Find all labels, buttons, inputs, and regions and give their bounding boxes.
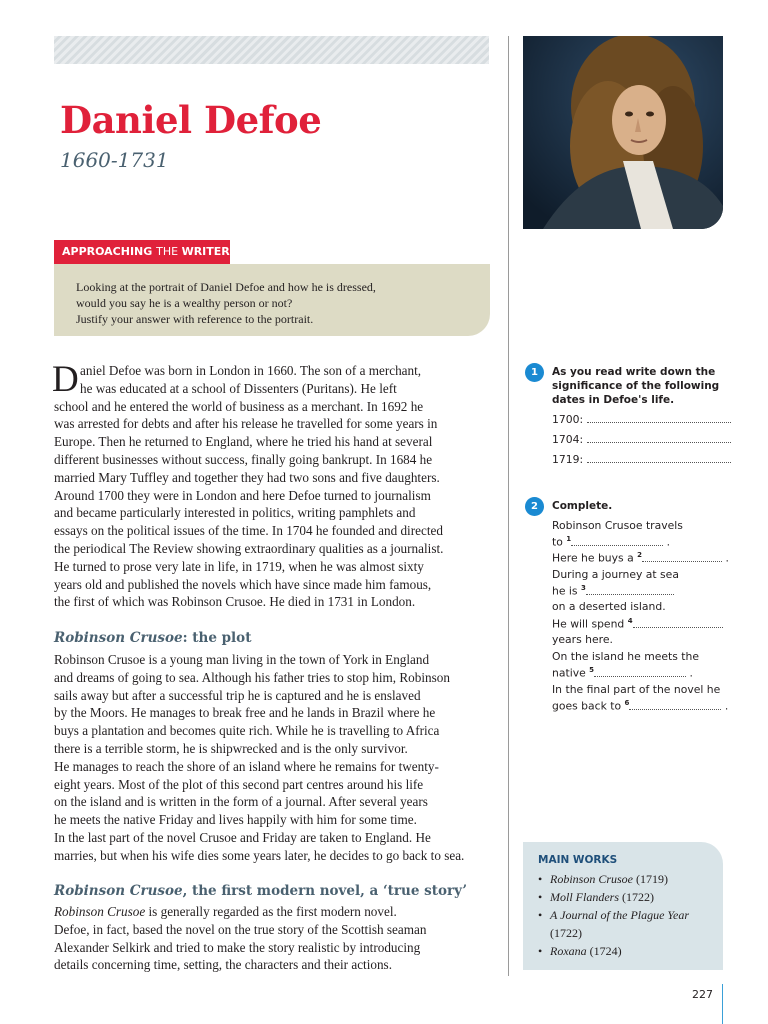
text-line: and dreams of going to sea. Although his father tries to stop him, Robinson <box>54 669 450 685</box>
complete-blank-2[interactable]: Here he buys a $^2$ . <box>552 551 729 565</box>
complete-blank-1[interactable]: to $^1$ . <box>552 535 671 549</box>
page-number: 227 <box>692 988 713 1001</box>
work-item: • A Journal of the Plague Year <box>538 908 689 922</box>
complete-line: on a deserted island. <box>552 600 666 613</box>
activity-question: As you read write down the significance of the following dates in Defoe's life. <box>552 366 720 406</box>
text-line: Robinson Crusoe is a young man living in the town of York in England <box>54 652 430 667</box>
text-line: the periodical The Review showing extraordinary qualities as a journalist. <box>54 540 444 556</box>
activity-number-badge: 2 <box>525 497 544 516</box>
portrait-illustration <box>523 36 723 229</box>
text-line: was arrested for debts and after his release he travelled for some years in <box>54 416 438 432</box>
text-line: and became particularly interested in politics, writing pamphlets and <box>54 505 416 521</box>
work-item: • Moll Flanders (1722) <box>538 890 654 904</box>
complete-line: Robinson Crusoe travels <box>552 519 683 532</box>
text-line: He turned to prose very late in life, in 1719, when he was almost sixty <box>54 558 424 574</box>
complete-blank-5[interactable]: native $^5$ . <box>552 666 693 680</box>
text-line: Robinson Crusoe is generally regarded as the first modern novel. <box>54 904 397 919</box>
text-line: married Mary Tuffley and together they had two sons and five daughters. <box>54 469 440 485</box>
prompt-line: would you say he is a wealthy person or not? <box>76 296 293 310</box>
plot-paragraph <box>54 651 494 865</box>
approaching-the-writer-tag: APPROACHING THE WRITER <box>54 240 230 264</box>
complete-line: In the final part of the novel he <box>552 683 721 696</box>
complete-blank-6[interactable]: goes back to $^6$ . <box>552 699 729 713</box>
page-title: Daniel Defoe <box>60 98 322 142</box>
work-item: • Robinson Crusoe (1719) <box>538 872 669 886</box>
text-line: sails away but after a successful trip he is captured and he is enslaved <box>54 687 421 703</box>
first-modern-novel-heading: Robinson Crusoe, the first modern novel, a ‘true story’ <box>54 883 468 899</box>
complete-line: years here. <box>552 633 613 646</box>
text-line: he meets the native Friday and lives happily with him for some time. <box>54 812 417 828</box>
decorative-header-bar <box>54 36 489 64</box>
text-line: years old and published the novels which have since made him famous, <box>54 576 432 592</box>
text-line: details concerning time, setting, the characters and their actions. <box>54 957 392 973</box>
drop-cap: D <box>52 359 79 400</box>
text-line: Defoe, in fact, based the novel on the true story of the Scottish seaman <box>54 921 427 937</box>
activity-number-badge: 1 <box>525 363 544 382</box>
prompt-line: Looking at the portrait of Daniel Defoe and how he is dressed, <box>76 280 376 294</box>
text-line: buys a plantation and becomes quite rich. While he is travelling to Africa <box>54 723 440 739</box>
portrait-image <box>523 36 723 229</box>
text-line: there is a terrible storm, he is shipwrecked and is the only survivor. <box>54 740 408 756</box>
text-line: Europe. Then he returned to England, where he tried his hand at several <box>54 434 433 450</box>
complete-blank-3[interactable]: he is $^3$ <box>552 584 674 598</box>
text-line: marries, but when his wife dies some years later, he decides to go back to sea. <box>54 847 465 863</box>
text-line: school and he entered the world of business as a merchant. In 1692 he <box>54 398 424 414</box>
plot-heading: Robinson Crusoe: the plot <box>54 630 252 646</box>
complete-blank-4[interactable]: He will spend $^4$ <box>552 617 723 631</box>
date-answer-1704[interactable]: 1704: <box>552 433 731 446</box>
complete-line: On the island he meets the <box>552 650 700 663</box>
page-number-rule <box>722 984 723 1024</box>
text-line: aniel Defoe was born in London in 1660. The son of a merchant, <box>80 363 422 378</box>
text-line: different businesses without success, finally going bankrupt. In 1684 he <box>54 451 433 467</box>
text-line: He manages to reach the shore of an island where he remains for twenty- <box>54 758 439 774</box>
complete-line: During a journey at sea <box>552 568 679 581</box>
text-line: Around 1700 they were in London and here Defoe turned to journalism <box>54 487 431 503</box>
text-line: essays on the political issues of the time. In 1704 he founded and directed <box>54 523 443 539</box>
biography-paragraph <box>52 359 494 611</box>
author-dates: 1660-1731 <box>60 148 169 172</box>
work-item: • Roxana (1724) <box>538 944 622 958</box>
work-item-continuation: (1722) <box>550 926 582 940</box>
text-line: Alexander Selkirk and tried to make the story realistic by introducing <box>54 939 421 955</box>
date-answer-1719[interactable]: 1719: <box>552 453 731 466</box>
activity-question: Complete. <box>552 500 613 512</box>
date-answer-1700[interactable]: 1700: <box>552 413 731 426</box>
column-divider <box>508 36 509 976</box>
main-works-title: MAIN WORKS <box>538 854 618 866</box>
text-line: the first of which was Robinson Crusoe. He died in 1731 in London. <box>54 594 416 610</box>
text-line: In the last part of the novel Crusoe and Friday are taken to England. He <box>54 829 431 845</box>
text-line: he was educated at a school of Dissenters (Puritans). He left <box>80 380 397 396</box>
text-line: eight years. Most of the plot of this second part centres around his life <box>54 776 424 792</box>
text-line: by the Moors. He manages to break free and he lands in Brazil where he <box>54 705 436 721</box>
text-line: on the island and is written in the form of a journal. After several years <box>54 794 428 810</box>
approaching-prompt-box <box>54 264 490 336</box>
first-novel-paragraph <box>54 903 494 974</box>
main-works-box <box>523 842 723 970</box>
prompt-line: Justify your answer with reference to the portrait. <box>76 312 314 326</box>
